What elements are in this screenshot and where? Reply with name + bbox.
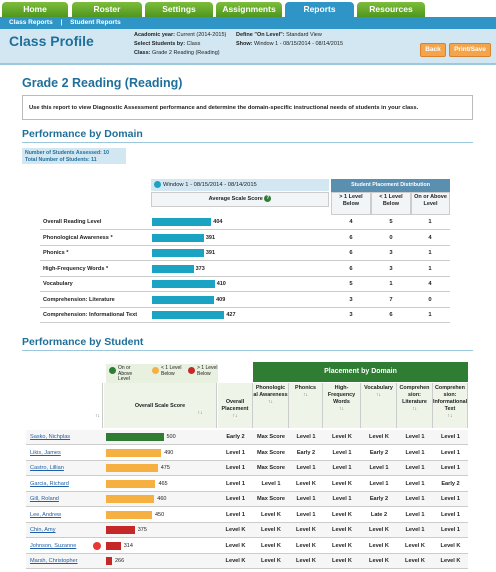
student-score-bar <box>106 433 164 441</box>
tab-resources[interactable]: Resources <box>357 2 425 17</box>
domain-placement-cell: Level K <box>369 542 389 549</box>
domain-label: Comprehension: Informational Text <box>43 312 138 318</box>
domain-placement-cell: Level K <box>261 542 281 549</box>
student-row <box>26 554 468 569</box>
student-row <box>26 430 468 445</box>
help-icon[interactable]: ? <box>266 195 270 202</box>
overall-placement-cell: Level 1 <box>226 496 245 502</box>
domain-placement-cell: Level K <box>332 527 352 533</box>
domain-placement-cell: Level 1 <box>441 527 460 533</box>
tab-settings[interactable]: Settings <box>145 2 213 17</box>
domain-row <box>40 277 450 292</box>
domain-placement-cell: Level K <box>296 527 316 533</box>
student-reports-link[interactable]: Student Reports <box>70 19 121 26</box>
domain-col-header[interactable]: Comprehen sion: Informational Text ↑↓ <box>433 383 468 428</box>
show-window-value[interactable]: Window 1 - 08/15/2014 - 08/14/2015 <box>254 41 344 47</box>
student-row <box>26 539 468 554</box>
domain-placement-cell: Level 1 <box>405 511 425 518</box>
sub-navigation <box>0 17 496 29</box>
domain-placement-cell: Max Score <box>257 465 285 471</box>
domain-placement-cell: Level 1 <box>441 496 460 502</box>
back-button[interactable]: Back <box>420 43 446 57</box>
domain-score-value: 409 <box>216 296 226 303</box>
domain-label: Overall Reading Level <box>43 219 102 225</box>
tab-assignments[interactable]: Assignments <box>216 2 282 17</box>
legend-more-below: > 1 Level Below <box>197 365 218 377</box>
count-one-below: 7 <box>389 296 393 303</box>
count-on-level: 1 <box>428 250 432 256</box>
domain-col-header[interactable]: Phonics ↑↓ <box>289 383 323 428</box>
domain-placement-cell: Level 1 <box>296 496 316 502</box>
subnav-separator: | <box>60 19 63 26</box>
count-one-below: 3 <box>389 250 393 256</box>
domain-placement-cell: Level 1 <box>441 449 460 456</box>
domain-placement-cell: Level 1 <box>441 465 460 471</box>
col-on-or-above: On or Above Level <box>411 192 450 215</box>
window-label: Window 1 - 08/15/2014 - 08/14/2015 <box>163 182 257 188</box>
domain-placement-cell: Level K <box>332 542 352 549</box>
define-on-level-value[interactable]: Standard View <box>286 32 322 38</box>
overall-scale-header[interactable]: Overall Scale Score ↑↓ <box>104 383 217 428</box>
main-tabs <box>0 0 496 17</box>
window-legend <box>151 179 329 191</box>
domain-row <box>40 246 450 261</box>
domain-heading: Performance by Domain <box>22 128 143 140</box>
count-more-below: 5 <box>349 281 353 287</box>
domain-placement-cell: Level 1 <box>405 496 425 502</box>
student-score-value: 500 <box>166 434 176 440</box>
select-students-value[interactable]: Class <box>186 41 201 47</box>
student-heading: Performance by Student <box>22 336 144 348</box>
domain-placement-cell: Max Score <box>257 449 285 456</box>
on-level-dot-icon <box>109 367 116 374</box>
count-one-below: 5 <box>389 219 393 225</box>
student-score-value: 375 <box>137 527 147 533</box>
student-score-bar <box>106 557 112 565</box>
alert-icon[interactable] <box>93 542 101 550</box>
domain-placement-cell: Level 1 <box>405 527 425 533</box>
domain-placement-cell: Level 1 <box>405 449 425 456</box>
count-on-level: 4 <box>428 281 432 287</box>
domain-placement-cell: Level K <box>405 558 425 564</box>
placement-legend <box>106 364 218 383</box>
student-score-bar <box>106 449 161 457</box>
student-score-bar <box>106 480 155 488</box>
overall-placement-cell: Level K <box>225 542 246 549</box>
domain-placement-cell: Level 1 <box>332 465 352 471</box>
domain-placement-cell: Level K <box>296 558 316 564</box>
count-more-below: 3 <box>349 312 353 318</box>
domain-placement-cell: Level 1 <box>405 465 425 471</box>
count-more-below: 6 <box>349 234 353 241</box>
print-save-button[interactable]: Print/Save <box>449 43 491 57</box>
student-score-value: 266 <box>115 558 125 564</box>
student-row <box>26 461 468 476</box>
domain-placement-cell: Level K <box>440 558 461 564</box>
domain-placement-cell: Level 1 <box>261 480 281 487</box>
student-score-value: 450 <box>155 511 165 518</box>
overall-placement-cell: Level 1 <box>226 449 245 456</box>
domain-placement-cell: Level K <box>296 542 316 549</box>
domain-row <box>40 215 450 230</box>
student-name-link[interactable]: Gill, Roland <box>30 496 59 502</box>
col-less-than-one-below: < 1 Level Below <box>371 192 411 215</box>
sort-column[interactable]: ↑↓ <box>93 383 103 428</box>
domain-placement-cell: Level 1 <box>296 465 316 471</box>
count-on-level: 1 <box>428 265 432 272</box>
domain-placement-cell: Level K <box>332 558 352 564</box>
count-more-below: 6 <box>349 250 353 256</box>
count-one-below: 3 <box>389 265 393 272</box>
report-description: Use this report to view Diagnostic Assessment performance and determine the domain-specific instructional needs of students in your class. <box>22 95 473 120</box>
students-assessed: Number of Students Assessed: 10 <box>25 150 109 156</box>
overall-placement-cell: Level 1 <box>226 511 245 518</box>
domain-score-bar <box>152 265 194 273</box>
domain-placement-cell: Level K <box>261 558 281 564</box>
overall-placement-cell: Level 1 <box>226 480 245 487</box>
class-reports-link[interactable]: Class Reports <box>9 19 53 26</box>
legend-on-level: On or Above Level <box>118 365 133 382</box>
domain-score-value: 373 <box>195 265 205 272</box>
domain-row <box>40 308 450 323</box>
divider <box>22 350 473 351</box>
assessed-summary <box>22 148 126 164</box>
domain-placement-cell: Level 1 <box>369 465 389 471</box>
domain-label: Comprehension: Literature <box>43 296 115 303</box>
domain-placement-cell: Level K <box>261 511 281 518</box>
col-more-than-one-below: > 1 Level Below <box>331 192 371 215</box>
count-on-level: 4 <box>428 234 432 241</box>
one-below-dot-icon <box>152 367 159 374</box>
student-row <box>26 477 468 492</box>
more-below-dot-icon <box>188 367 195 374</box>
window-dot-icon <box>154 181 161 188</box>
domain-placement-cell: Level K <box>332 434 352 440</box>
student-score-value: 314 <box>123 542 133 549</box>
student-name-link[interactable]: Sasko, Nichplas <box>30 434 71 440</box>
count-more-below: 4 <box>349 219 353 225</box>
domain-placement-cell: Max Score <box>257 434 285 440</box>
domain-placement-cell: Level 1 <box>441 434 460 440</box>
students-total: Total Number of Students: 11 <box>25 156 97 163</box>
domain-score-value: 404 <box>213 219 223 225</box>
domain-score-value: 391 <box>205 250 216 256</box>
student-name-link[interactable]: Garcia, Richard <box>30 480 69 487</box>
domain-row <box>40 293 450 308</box>
count-more-below: 6 <box>349 265 353 272</box>
domain-row <box>40 262 450 277</box>
overall-placement-cell: Level K <box>225 558 246 564</box>
tab-home[interactable]: Home <box>2 2 68 17</box>
count-on-level: 1 <box>428 219 432 225</box>
domain-placement-cell: Level K <box>332 480 352 487</box>
domain-placement-cell: Level K <box>369 558 389 564</box>
placement-by-domain-header: Placement by Domain <box>253 362 468 382</box>
student-score-bar <box>106 464 158 472</box>
domain-placement-cell: Level K <box>369 434 389 440</box>
domain-placement-cell: Level K <box>296 480 316 487</box>
tab-roster[interactable]: Roster <box>72 2 142 17</box>
domain-score-value: 427 <box>226 312 236 318</box>
domain-placement-cell: Level K <box>261 527 281 533</box>
domain-score-bar <box>152 218 211 226</box>
page-header <box>0 29 496 65</box>
domain-placement-cell: Level 1 <box>369 480 389 487</box>
domain-placement-cell: Level K <box>440 542 461 549</box>
domain-col-header[interactable]: Phonologic al Awareness ↑↓ <box>253 383 289 428</box>
domain-score-value: 410 <box>216 281 226 287</box>
student-row <box>26 508 468 523</box>
domain-placement-cell: Early 2 <box>369 496 389 502</box>
student-name-link[interactable]: Johnson, Suzanne <box>30 542 77 549</box>
domain-score-bar <box>152 311 224 319</box>
page-title: Class Profile <box>9 33 94 49</box>
count-on-level: 1 <box>428 312 432 318</box>
count-one-below: 0 <box>389 234 393 241</box>
report-title: Grade 2 Reading (Reading) <box>22 76 183 90</box>
student-score-value: 490 <box>164 449 174 456</box>
avg-score-header: Average Scale Score ? <box>151 192 329 207</box>
student-name-link[interactable]: Chin, Amy <box>30 527 56 533</box>
domain-placement-cell: Level 1 <box>296 511 316 518</box>
student-name-link[interactable]: Castro, Lillian <box>30 465 64 471</box>
domain-placement-cell: Early 2 <box>441 480 460 487</box>
domain-placement-cell: Level 1 <box>332 449 352 456</box>
overall-placement-cell: Early 2 <box>226 434 245 440</box>
domain-score-bar <box>152 280 215 288</box>
count-on-level: 0 <box>428 296 432 303</box>
class-value[interactable]: Grade 2 Reading (Reading) <box>152 50 220 56</box>
count-one-below: 1 <box>389 281 393 287</box>
domain-score-bar <box>152 234 204 242</box>
count-more-below: 3 <box>349 296 353 303</box>
domain-placement-cell: Max Score <box>257 496 285 502</box>
domain-col-header[interactable]: High-Frequency Words ↑↓ <box>323 383 361 428</box>
count-one-below: 6 <box>389 312 393 318</box>
student-score-value: 475 <box>160 465 170 471</box>
domain-label: Phonics * <box>43 250 69 256</box>
student-score-value: 460 <box>157 496 167 502</box>
student-row <box>26 492 468 507</box>
domain-score-bar <box>152 296 214 304</box>
domain-col-header[interactable]: Comprehen sion: Literature ↑↓ <box>397 383 433 428</box>
domain-placement-cell: Level 1 <box>441 511 460 518</box>
domain-label: Phonological Awareness * <box>43 234 113 241</box>
domain-placement-cell: Level 1 <box>332 496 352 502</box>
student-row <box>26 446 468 461</box>
domain-placement-cell: Early 2 <box>296 449 316 456</box>
student-name-link[interactable]: Marsh, Christopher <box>30 558 78 564</box>
divider <box>22 142 473 143</box>
student-score-bar <box>106 542 121 550</box>
domain-label: Vocabulary <box>43 281 73 287</box>
domain-placement-cell: Late 2 <box>370 511 388 518</box>
domain-placement-cell: Level K <box>405 542 425 549</box>
academic-year-value[interactable]: Current (2014-2015) <box>176 32 227 38</box>
domain-placement-cell: Level 1 <box>296 434 316 440</box>
domain-row <box>40 231 450 246</box>
filters-left: Acadomic year: Current (2014-2015) Select Students by: Class Class: Grade 2 Reading (Reading) <box>134 32 227 56</box>
student-name-link[interactable]: Lee, Andrew <box>30 511 62 518</box>
overall-placement-cell: Level 1 <box>226 465 245 471</box>
domain-score-value: 391 <box>205 234 216 241</box>
student-score-value: 465 <box>158 480 168 487</box>
tab-reports[interactable]: Reports <box>285 2 354 17</box>
student-name-link[interactable]: Likis, James <box>30 449 61 456</box>
domain-col-header[interactable]: Vocabulary ↑↓ <box>361 383 397 428</box>
overall-placement-header[interactable]: Overall Placement ↑↓ <box>218 383 253 428</box>
student-score-bar <box>106 495 154 503</box>
legend-one-below: < 1 Level Below <box>161 365 182 377</box>
student-row <box>26 523 468 538</box>
domain-score-bar <box>152 249 204 257</box>
domain-placement-cell: Early 2 <box>369 449 389 456</box>
domain-placement-cell: Level 1 <box>405 480 425 487</box>
domain-placement-cell: Level K <box>332 511 352 518</box>
student-score-bar <box>106 526 135 534</box>
overall-placement-cell: Level K <box>225 527 246 533</box>
placement-distribution-header: Student Placement Distribution <box>331 179 450 192</box>
domain-placement-cell: Level 1 <box>405 434 425 440</box>
domain-placement-cell: Level K <box>369 527 389 533</box>
filters-right: Define "On Level": Standard View Show: Window 1 - 08/15/2014 - 08/14/2015 <box>236 32 344 47</box>
student-score-bar <box>106 511 152 519</box>
domain-label: High-Frequency Words * <box>43 265 109 272</box>
